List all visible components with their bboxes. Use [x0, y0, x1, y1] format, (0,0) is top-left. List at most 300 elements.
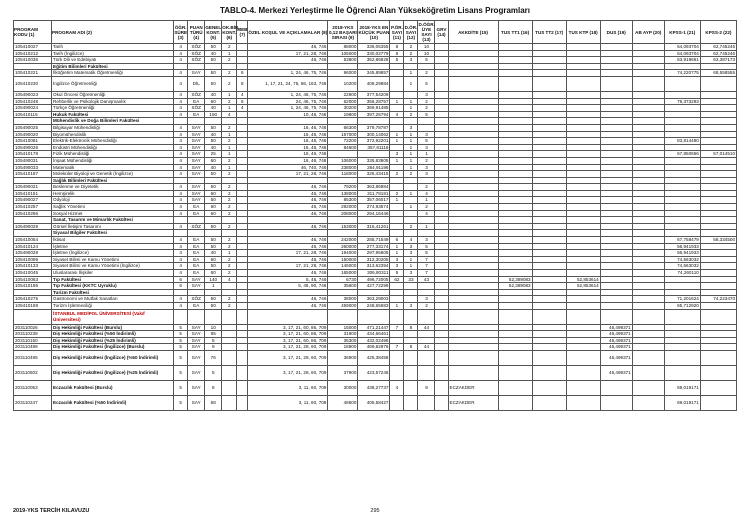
table-cell	[566, 164, 600, 171]
table-cell	[237, 331, 248, 338]
col-header: PUAN TÜRÜ (4)	[188, 21, 205, 44]
table-cell	[222, 365, 237, 380]
table-cell	[435, 331, 448, 338]
program-name-cell: Diş Hekimliği Fakültesi (Burslu)	[52, 324, 174, 331]
table-row	[14, 164, 737, 171]
empty-cell	[188, 217, 205, 224]
table-cell: 6730	[328, 276, 358, 283]
table-cell	[404, 210, 418, 217]
program-name-cell: Hukuk Fakültesi	[52, 111, 174, 118]
table-cell	[532, 164, 566, 171]
table-cell	[566, 263, 600, 270]
table-cell: SAY	[188, 151, 205, 158]
empty-cell	[174, 289, 188, 296]
table-cell: 6	[174, 283, 188, 290]
table-cell	[404, 395, 418, 410]
empty-cell	[358, 289, 390, 296]
table-cell	[566, 171, 600, 178]
table-cell	[532, 70, 566, 77]
empty-cell	[448, 118, 498, 125]
table-cell: EA	[188, 111, 205, 118]
table-cell	[566, 331, 600, 338]
table-cell: 2	[222, 138, 237, 145]
table-cell	[700, 138, 736, 145]
table-cell	[532, 344, 566, 351]
table-cell	[532, 131, 566, 138]
empty-cell	[248, 118, 328, 125]
table-cell	[448, 283, 498, 290]
table-cell: 2	[222, 302, 237, 309]
empty-cell	[418, 217, 435, 224]
table-cell	[498, 184, 532, 191]
table-cell	[600, 380, 632, 395]
table-cell: 68	[205, 395, 222, 410]
table-cell: 52,853614	[566, 283, 600, 290]
empty-cell	[600, 230, 632, 237]
table-cell	[237, 157, 248, 164]
table-cell	[390, 164, 404, 171]
table-row	[14, 70, 737, 77]
table-cell	[532, 276, 566, 283]
table-cell: 5, 46, 746	[248, 276, 328, 283]
program-name-cell: Tarih	[52, 44, 174, 51]
table-cell	[700, 283, 736, 290]
table-cell	[632, 111, 664, 118]
table-cell	[566, 50, 600, 57]
empty-cell	[700, 118, 736, 125]
table-cell: 22900	[328, 91, 358, 98]
empty-cell	[418, 118, 435, 125]
empty-cell	[498, 217, 532, 224]
empty-cell	[700, 289, 736, 296]
program-code-cell: 105410027	[14, 44, 52, 51]
empty-cell	[358, 230, 390, 237]
table-cell: 2	[222, 98, 237, 105]
table-cell	[448, 164, 498, 171]
table-cell: 106000	[328, 157, 358, 164]
table-cell: 62000	[328, 98, 358, 105]
table-cell: SAY	[188, 350, 205, 365]
empty-cell	[600, 289, 632, 296]
table-cell	[566, 204, 600, 211]
empty-cell	[632, 177, 664, 184]
table-cell: 4	[390, 111, 404, 118]
table-cell: EA	[188, 302, 205, 309]
table-cell: 1	[404, 263, 418, 270]
table-cell: 56,941933	[664, 243, 700, 250]
table-cell: 335,83805	[358, 157, 390, 164]
table-cell	[566, 380, 600, 395]
program-name-cell: Gastronomi ve Mutfak Sanatları	[52, 296, 174, 303]
table-cell	[222, 331, 237, 338]
table-cell: 46, 746	[248, 44, 328, 51]
table-cell: 194000	[328, 250, 358, 257]
table-cell: 105000	[328, 50, 358, 57]
table-cell: 63,387173	[700, 57, 736, 64]
table-cell	[600, 197, 632, 204]
empty-cell	[205, 230, 222, 237]
table-cell	[498, 395, 532, 410]
table-cell	[390, 91, 404, 98]
table-cell	[237, 250, 248, 257]
table-cell	[664, 184, 700, 191]
table-cell	[404, 365, 418, 380]
table-cell	[448, 337, 498, 344]
table-cell: 3, 17, 21, 28, 60, 709	[248, 344, 328, 351]
table-cell	[390, 105, 404, 112]
table-cell	[448, 184, 498, 191]
table-cell: 46,499371	[600, 331, 632, 338]
program-name-cell: Türkçe Öğretmenliği	[52, 105, 174, 112]
table-cell	[390, 204, 404, 211]
empty-cell	[205, 309, 222, 324]
table-cell: 53800	[328, 57, 358, 64]
table-cell: EA	[188, 256, 205, 263]
table-cell: SAY	[188, 190, 205, 197]
empty-cell	[390, 289, 404, 296]
program-name-cell: Türk Dili ve Edebiyatı	[52, 57, 174, 64]
table-cell	[566, 138, 600, 145]
table-cell: 46, 746	[248, 256, 328, 263]
table-cell	[498, 380, 532, 395]
table-cell	[700, 76, 736, 91]
university-name: İSTANBUL MEDİPOL ÜNİVERSİTESİ (Vakıf Üniversitesi)	[52, 309, 174, 324]
empty-cell	[390, 177, 404, 184]
table-cell: 7	[418, 256, 435, 263]
table-cell: 50	[205, 302, 222, 309]
table-cell: 10	[418, 44, 435, 51]
table-cell: 2	[390, 171, 404, 178]
table-cell: 2	[418, 157, 435, 164]
table-cell	[700, 157, 736, 164]
table-cell	[664, 76, 700, 91]
table-cell: 10	[418, 50, 435, 57]
table-cell	[448, 302, 498, 309]
table-cell	[237, 57, 248, 64]
table-cell: 1	[205, 283, 222, 290]
program-name-cell: Diş Hekimliği Fakültesi (%50 İndirimli)	[52, 331, 174, 338]
table-cell	[498, 124, 532, 131]
table-cell	[404, 380, 418, 395]
table-cell	[532, 256, 566, 263]
table-cell: 10200	[328, 76, 358, 91]
col-header: AB AYP (20)	[632, 21, 664, 44]
table-cell: 2	[404, 44, 418, 51]
table-cell	[448, 98, 498, 105]
empty-cell	[237, 217, 248, 224]
table-cell: 2	[222, 223, 237, 230]
table-cell	[566, 256, 600, 263]
program-name-cell: Sağlık Yönetimi	[52, 204, 174, 211]
table-cell	[237, 302, 248, 309]
table-row	[14, 138, 737, 145]
table-cell	[532, 98, 566, 105]
table-cell: SÖZ	[188, 50, 205, 57]
table-cell: 62,745246	[700, 44, 736, 51]
program-code-cell: 105490026	[14, 144, 52, 151]
table-cell	[237, 380, 248, 395]
table-cell: 60	[205, 190, 222, 197]
empty-cell	[237, 63, 248, 70]
table-cell	[498, 171, 532, 178]
table-cell: 8	[390, 44, 404, 51]
table-cell	[700, 111, 736, 118]
table-cell	[664, 276, 700, 283]
program-code-cell: 105410196	[14, 283, 52, 290]
table-row	[14, 395, 737, 410]
table-cell: 5	[390, 270, 404, 277]
table-cell	[448, 223, 498, 230]
table-cell: 46,499371	[600, 324, 632, 331]
table-cell: 4	[174, 171, 188, 178]
table-cell	[435, 283, 448, 290]
table-cell: 6	[390, 237, 404, 244]
table-cell: 352,86828	[358, 57, 390, 64]
table-cell: 1	[222, 91, 237, 98]
table-cell: 150	[205, 111, 222, 118]
table-cell: SAY	[188, 283, 205, 290]
empty-cell	[700, 63, 736, 70]
table-cell: 1	[404, 204, 418, 211]
table-cell: 25	[205, 151, 222, 158]
table-cell	[237, 131, 248, 138]
table-cell: 67,850656	[664, 151, 700, 158]
empty-cell	[566, 230, 600, 237]
table-cell	[435, 111, 448, 118]
page-number: 295	[370, 508, 380, 514]
table-cell	[435, 365, 448, 380]
table-cell	[632, 190, 664, 197]
table-cell	[632, 223, 664, 230]
table-cell	[664, 223, 700, 230]
table-cell	[435, 144, 448, 151]
col-header: PROGRAM KODU (1)	[14, 21, 52, 44]
empty-cell	[358, 217, 390, 224]
program-code-cell: 105490027	[14, 197, 52, 204]
table-cell	[448, 57, 498, 64]
empty-cell	[222, 230, 237, 237]
table-cell	[532, 331, 566, 338]
table-cell	[498, 70, 532, 77]
table-cell	[237, 50, 248, 57]
table-cell: 46, 746	[248, 237, 328, 244]
col-header: D.ÖR. SAYI (12)	[404, 21, 418, 44]
program-name-cell: Diş Hekimliği Fakültesi (İngilizce) (%50 İndirimli)	[52, 350, 174, 365]
table-cell	[532, 237, 566, 244]
table-cell	[237, 197, 248, 204]
table-cell: 330,02779	[358, 50, 390, 57]
table-cell	[498, 256, 532, 263]
empty-cell	[390, 118, 404, 125]
empty-cell	[404, 177, 418, 184]
empty-cell	[404, 289, 418, 296]
table-cell: 356,28757	[358, 98, 390, 105]
table-cell: 2	[222, 270, 237, 277]
col-header: ÖĞR. SÜRE (3)	[174, 21, 188, 44]
table-cell: 1	[222, 250, 237, 257]
table-cell	[600, 171, 632, 178]
program-name-cell: Diş Hekimliği Fakültesi (İngilizce) (Burslu)	[52, 344, 174, 351]
table-cell	[448, 91, 498, 98]
table-cell	[498, 138, 532, 145]
program-code-cell: 105410178	[14, 151, 52, 158]
empty-cell	[435, 289, 448, 296]
programs-table-wrapper	[13, 20, 737, 411]
table-cell	[448, 270, 498, 277]
table-cell	[498, 131, 532, 138]
empty-cell	[664, 230, 700, 237]
table-cell: 16800	[328, 344, 358, 351]
table-cell	[390, 144, 404, 151]
table-cell: 85	[205, 331, 222, 338]
table-cell	[700, 350, 736, 365]
table-cell: 74,220775	[664, 70, 700, 77]
table-cell	[566, 144, 600, 151]
table-row	[14, 144, 737, 151]
table-cell: SÖZ	[188, 91, 205, 98]
table-row	[14, 171, 737, 178]
empty-cell	[532, 217, 566, 224]
table-cell: 3	[390, 151, 404, 158]
program-code-cell: 105410045	[14, 270, 52, 277]
table-cell	[435, 380, 448, 395]
table-cell	[566, 91, 600, 98]
table-cell: 8	[404, 344, 418, 351]
table-cell: 4	[174, 302, 188, 309]
table-cell: SAY	[188, 184, 205, 191]
table-cell: 4	[174, 70, 188, 77]
table-cell	[600, 57, 632, 64]
table-cell	[664, 344, 700, 351]
table-cell: 2	[222, 197, 237, 204]
table-cell	[237, 365, 248, 380]
table-cell: 40	[205, 105, 222, 112]
table-cell: 1	[222, 144, 237, 151]
table-cell	[632, 237, 664, 244]
table-cell	[448, 324, 498, 331]
table-cell	[566, 344, 600, 351]
table-cell	[600, 204, 632, 211]
table-cell	[237, 337, 248, 344]
program-name-cell: Diş Hekimliği Fakültesi (%25 İndirimli)	[52, 337, 174, 344]
program-name-cell: İşletme (İngilizce)	[52, 250, 174, 257]
table-cell	[390, 337, 404, 344]
table-cell: 4	[404, 237, 418, 244]
table-cell: EA	[188, 270, 205, 277]
table-cell: 1	[404, 151, 418, 158]
table-cell: 46, 746	[248, 302, 328, 309]
table-cell	[237, 263, 248, 270]
table-row	[14, 283, 737, 290]
program-code-cell: 105410275	[14, 296, 52, 303]
table-cell: 71,201624	[664, 296, 700, 303]
table-cell: 1	[404, 144, 418, 151]
table-cell	[566, 76, 600, 91]
table-cell	[566, 395, 600, 410]
table-cell	[435, 50, 448, 57]
table-cell: 5	[418, 76, 435, 91]
table-cell: 1	[390, 197, 404, 204]
table-cell	[532, 250, 566, 257]
table-cell: 10, 46, 746	[248, 111, 328, 118]
table-cell	[498, 144, 532, 151]
table-cell: ECZAKDER	[448, 380, 498, 395]
table-cell: 425,38458	[358, 350, 390, 365]
table-cell: 165000	[328, 270, 358, 277]
table-cell: 277,33174	[358, 243, 390, 250]
table-cell	[532, 50, 566, 57]
table-cell: 3	[418, 131, 435, 138]
empty-cell	[532, 289, 566, 296]
table-cell: 2	[404, 171, 418, 178]
table-cell	[566, 131, 600, 138]
table-row	[14, 210, 737, 217]
table-cell: 1, 24, 46, 75, 746	[248, 105, 328, 112]
table-cell: 46, 746	[248, 243, 328, 250]
table-row	[14, 50, 737, 57]
table-cell	[600, 124, 632, 131]
empty-cell	[174, 309, 188, 324]
table-row	[14, 337, 737, 344]
table-cell: 16, 46, 746	[248, 131, 328, 138]
table-cell	[700, 337, 736, 344]
table-cell	[532, 365, 566, 380]
table-cell: 3	[418, 296, 435, 303]
table-cell: SAY	[188, 344, 205, 351]
program-code-cell: 203110495	[14, 350, 52, 365]
table-cell: 2	[222, 44, 237, 51]
table-cell	[498, 190, 532, 197]
table-cell	[435, 250, 448, 257]
empty-cell	[498, 118, 532, 125]
table-cell	[448, 131, 498, 138]
table-cell	[566, 365, 600, 380]
table-cell	[498, 223, 532, 230]
table-cell	[664, 283, 700, 290]
table-cell	[435, 164, 448, 171]
table-cell	[418, 365, 435, 380]
empty-cell	[205, 289, 222, 296]
table-cell: 37900	[328, 365, 358, 380]
table-cell: SAY	[188, 144, 205, 151]
table-cell: 3	[418, 164, 435, 171]
table-cell: 9	[418, 380, 435, 395]
table-cell: 1	[404, 105, 418, 112]
empty-cell	[390, 63, 404, 70]
table-cell	[664, 350, 700, 365]
table-cell: 4	[174, 57, 188, 64]
table-cell	[700, 263, 736, 270]
table-cell: 2	[390, 190, 404, 197]
program-name-cell: Diş Hekimliği Fakültesi (İngilizce) (%25 İndirimli)	[52, 365, 174, 380]
table-cell	[237, 111, 248, 118]
faculty-header-row	[14, 217, 737, 224]
table-cell: 5	[205, 365, 222, 380]
table-cell	[566, 151, 600, 158]
table-cell: 264,91196	[358, 164, 390, 171]
table-cell	[700, 256, 736, 263]
empty-cell	[632, 63, 664, 70]
program-code-cell: 105410230	[14, 76, 52, 91]
empty-cell	[498, 309, 532, 324]
table-cell	[700, 380, 736, 395]
table-cell: 1	[390, 250, 404, 257]
table-cell: 3	[404, 124, 418, 131]
table-cell	[390, 331, 404, 338]
table-cell: EA	[188, 204, 205, 211]
table-cell: 50	[205, 57, 222, 64]
table-cell: 369,91485	[358, 105, 390, 112]
